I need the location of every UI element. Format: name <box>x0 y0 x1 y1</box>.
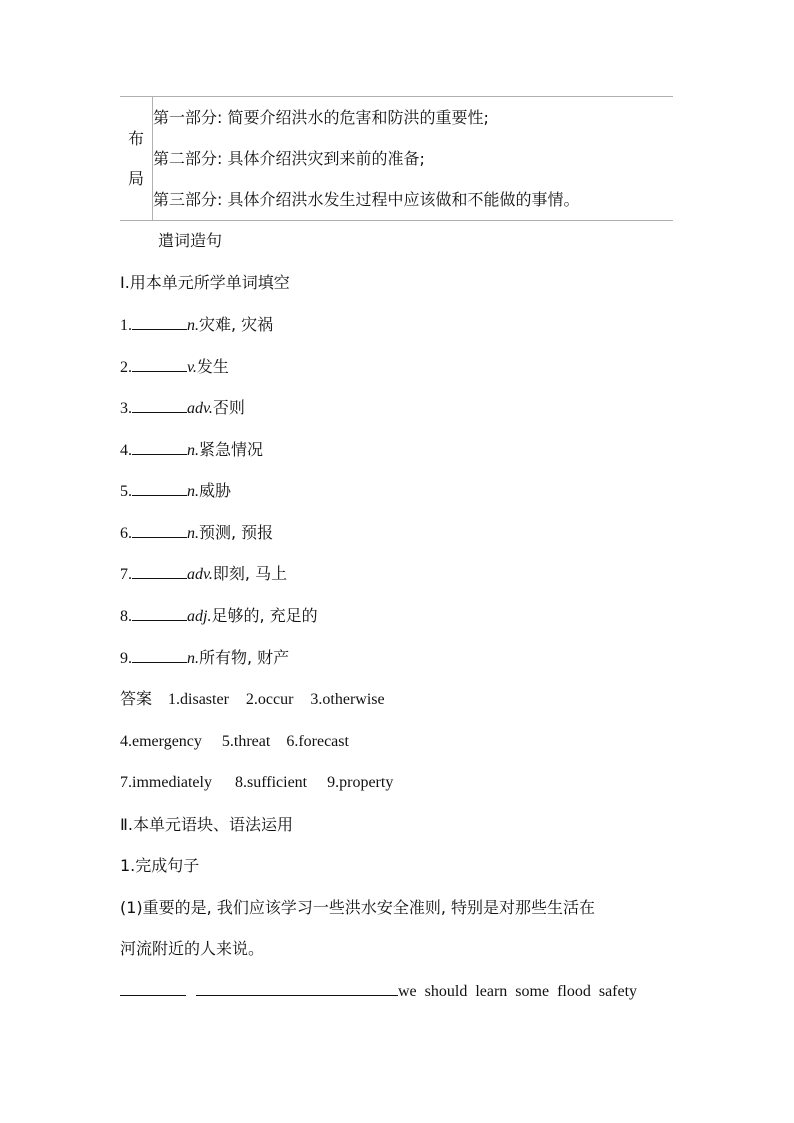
question-english: we should learn some flood safety <box>398 983 638 1000</box>
item-number: 9. <box>120 650 132 667</box>
vocab-item <box>120 563 287 586</box>
answer-item: 5.threat <box>221 733 271 750</box>
layout-header-char: 布 <box>127 128 144 148</box>
answer-item: 8.sufficient <box>234 774 308 791</box>
vocab-item <box>120 397 245 420</box>
layout-body-cell <box>153 97 674 221</box>
answer-blank[interactable] <box>120 980 186 996</box>
layout-row-1: 第一部分: 简要介绍洪水的危害和防洪的重要性; <box>153 108 489 127</box>
item-number: 6. <box>120 525 132 542</box>
answer-blank[interactable] <box>196 980 398 996</box>
part1-title: Ⅰ.用本单元所学单词填空 <box>120 273 290 292</box>
vocab-item <box>120 522 273 545</box>
vocab-item <box>120 356 229 379</box>
question-text: 河流附近的人来说。 <box>120 939 265 958</box>
part-of-speech: n. <box>187 442 199 459</box>
part-of-speech: n. <box>187 483 199 500</box>
section-title: 遣词造句 <box>158 231 223 250</box>
answer-blank[interactable] <box>132 397 187 413</box>
answer-blank[interactable] <box>132 647 187 663</box>
answer-item: 3.otherwise <box>310 691 385 708</box>
layout-header-cell <box>120 97 153 221</box>
vocab-item <box>120 439 263 462</box>
answer-blank[interactable] <box>132 563 187 579</box>
meaning: 即刻, 马上 <box>212 564 288 583</box>
layout-row-2: 第二部分: 具体介绍洪灾到来前的准备; <box>153 149 425 168</box>
item-number: 1. <box>120 317 132 334</box>
answer-blank[interactable] <box>132 439 187 455</box>
answer-blank[interactable] <box>132 356 187 372</box>
answer-blank[interactable] <box>132 605 187 621</box>
part-of-speech: n. <box>187 650 199 667</box>
part-of-speech: adv. <box>187 566 213 583</box>
vocab-item <box>120 647 289 670</box>
answer-item: 2.occur <box>245 691 294 708</box>
part2-subtitle: 1.完成句子 <box>120 856 200 875</box>
part-of-speech: v. <box>187 359 197 376</box>
question-english-line <box>120 980 637 1003</box>
vocab-item <box>120 605 318 628</box>
answer-blank[interactable] <box>132 522 187 538</box>
part-of-speech: adv. <box>187 400 213 417</box>
meaning: 发生 <box>196 357 229 376</box>
layout-table <box>120 96 673 221</box>
meaning: 所有物, 财产 <box>199 648 290 667</box>
vocab-item <box>120 480 231 503</box>
question-text: (1)重要的是, 我们应该学习一些洪水安全准则, 特别是对那些生活在 <box>120 898 596 917</box>
answer-blank[interactable] <box>132 314 187 330</box>
item-number: 2. <box>120 359 132 376</box>
answer-item: 7.immediately <box>120 774 212 791</box>
layout-row-3: 第三部分: 具体介绍洪水发生过程中应该做和不能做的事情。 <box>153 190 580 209</box>
item-number: 8. <box>120 608 132 625</box>
meaning: 威胁 <box>199 481 232 500</box>
meaning: 否则 <box>212 398 245 417</box>
meaning: 紧急情况 <box>199 440 264 459</box>
item-number: 3. <box>120 400 132 417</box>
answer-label: 答案 <box>120 689 153 708</box>
item-number: 7. <box>120 566 132 583</box>
layout-header-char: 局 <box>127 168 144 188</box>
answer-item: 4.emergency <box>120 733 202 750</box>
answer-item: 1.disaster <box>168 691 229 708</box>
part2-title: Ⅱ.本单元语块、语法运用 <box>120 815 293 834</box>
answer-line-1 <box>120 688 385 711</box>
vocab-item <box>120 314 273 337</box>
meaning: 预测, 预报 <box>199 523 274 542</box>
answer-blank[interactable] <box>132 480 187 496</box>
item-number: 4. <box>120 442 132 459</box>
meaning: 灾难, 灾祸 <box>199 315 274 334</box>
part-of-speech: n. <box>187 525 199 542</box>
part-of-speech: n. <box>187 317 199 334</box>
answer-line-3 <box>120 771 393 794</box>
answer-item: 9.property <box>327 774 394 791</box>
answer-item: 6.forecast <box>286 733 349 750</box>
item-number: 5. <box>120 483 132 500</box>
meaning: 足够的, 充足的 <box>211 606 318 625</box>
answer-line-2 <box>120 730 349 753</box>
part-of-speech: adj. <box>187 608 212 625</box>
